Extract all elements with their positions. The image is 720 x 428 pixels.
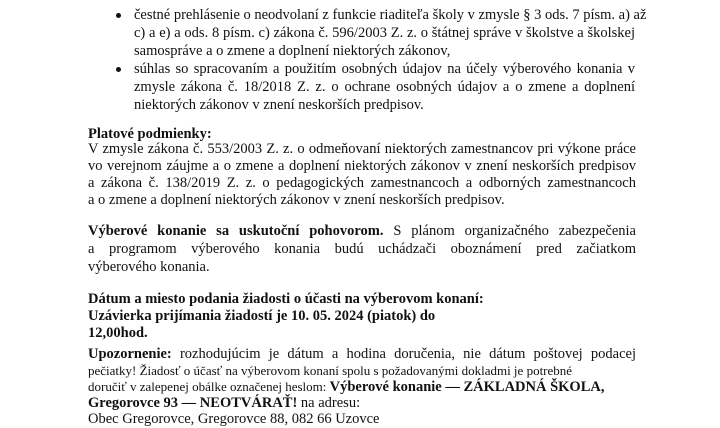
deadline-line-2: 12,00hod. — [88, 325, 148, 341]
interview-line-1 — [88, 222, 636, 240]
notice-line-1-rest: rozhodujúcim je dátum a hodina doručenia, nie dátum poštovej podacej — [171, 346, 636, 362]
notice-label: Upozornenie: — [88, 346, 172, 362]
salary-line-2: vo verejnom záujme a o zmene a doplnení niektorých zákonov v znení neskorších predpisov — [88, 158, 636, 174]
salary-heading: Platové podmienky: — [88, 126, 212, 142]
cut-off-line — [142, 0, 322, 5]
bullet-2-line-3: niektorých zákonov v znení neskorších predpisov. — [134, 97, 424, 113]
bullet-1-line-2: c) a e) a ods. 8 písm. c) zákona č. 596/2003 Z. z. o štátnej správe v školstve a školskej — [134, 25, 635, 41]
salary-line-3: a zákona č. 138/2019 Z. z. o pedagogických zamestnancoch a odborných zamestnancoch — [88, 175, 636, 191]
salary-line-4: a o zmene a doplnení niektorých zákonov v znení neskorších predpisov. — [88, 192, 505, 208]
interview-bold: Výberové konanie sa uskutoční pohovorom. — [88, 223, 384, 239]
bullet-2-line-2: zmysle zákona č. 18/2018 Z. z. o ochrane osobných údajov a o zmene a doplnení — [134, 79, 635, 95]
salary-line-1: V zmysle zákona č. 553/2003 Z. z. o odmeňovaní niektorých zamestnancov pri výkone práce — [88, 141, 636, 157]
interview-line-3: výberového konania. — [88, 259, 210, 275]
bullet-marker — [116, 67, 121, 72]
notice-line-2: pečiatky! Žiadosť o účasť na výberovom konaní spolu s požadovanými dokladmi je potrebné — [88, 363, 573, 378]
notice-line-3-bold: Výberové konanie — ZÁKLADNÁ ŠKOLA, — [329, 379, 605, 395]
interview-line-2: a programom výberového konania budú uchádzači oboznámení pred začiatkom — [88, 241, 636, 257]
interview-rest: S plánom organizačného zabezpečenia — [383, 223, 636, 239]
notice-line-5: Obec Gregorovce, Gregorovce 88, 082 66 Uzovce — [88, 411, 380, 427]
bullet-1-line-3: samospráve a o zmene a doplnení niektorých zákonov, — [134, 43, 451, 59]
notice-line-4-rest: na adresu: — [297, 395, 361, 411]
deadline-line-1: Uzávierka prijímania žiadostí je 10. 05. 2024 (piatok) do — [88, 308, 436, 324]
notice-line-3-normal: doručiť v zalepenej obálke označenej heslom: — [88, 379, 330, 394]
bullet-1-line-1: čestné prehlásenie o neodvolaní z funkcie riaditeľa školy v zmysle § 3 ods. 7 písm. a) až — [134, 7, 647, 23]
bullet-2-line-1: súhlas so spracovaním a použitím osobných údajov na účely výberového konania v — [134, 61, 635, 77]
submission-heading: Dátum a miesto podania žiadosti o účasti na výberovom konaní: — [88, 291, 484, 307]
notice-line-1 — [88, 345, 636, 363]
bullet-marker — [116, 13, 121, 18]
notice-line-4-bold: Gregorovce 93 — NEOTVÁRAŤ! — [88, 395, 298, 411]
